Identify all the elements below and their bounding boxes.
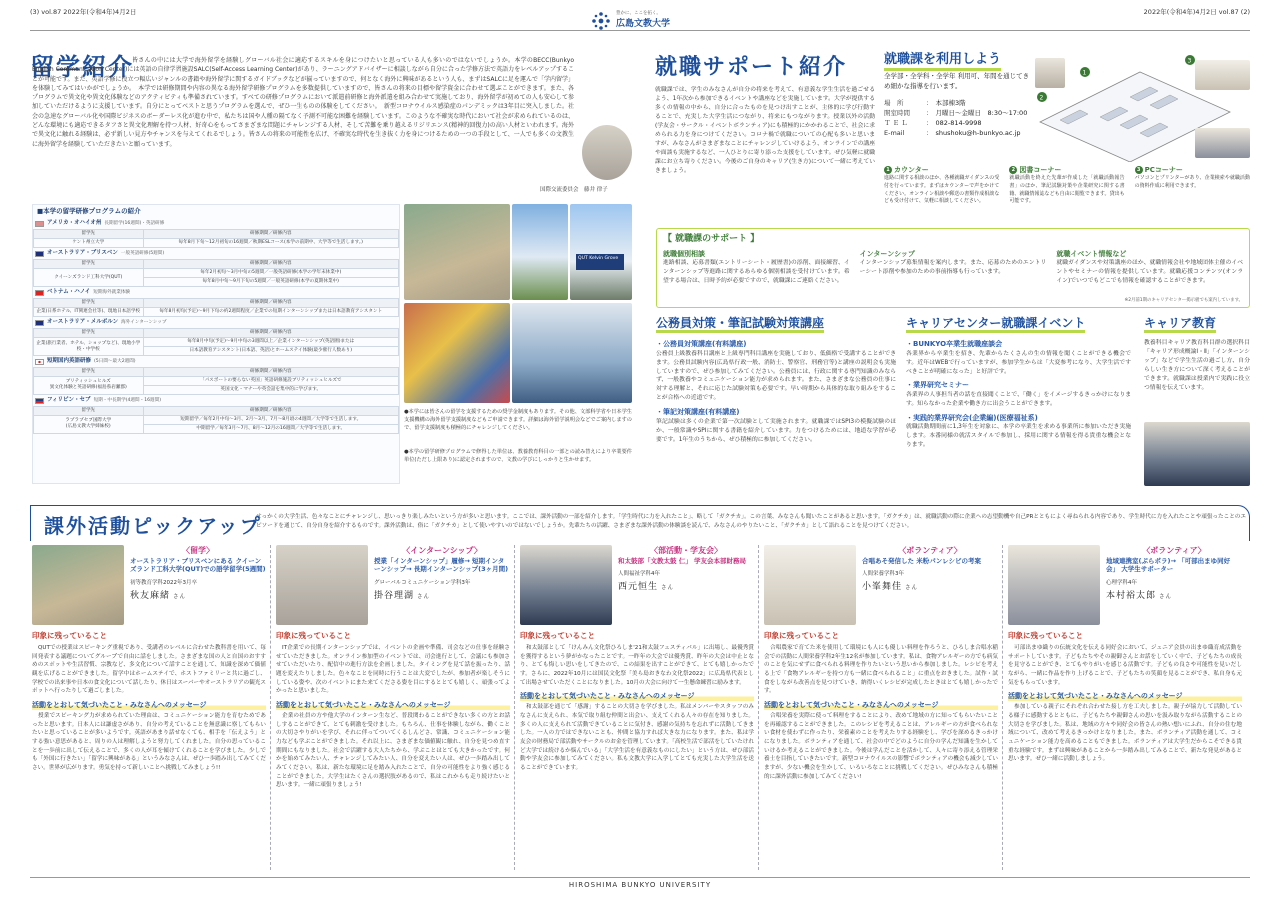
program-table: [33, 229, 399, 248]
impression-label: 印象に残っていること: [764, 631, 839, 640]
support-box: [656, 228, 1250, 308]
card-subtitle: 地域連携室(ぷらボラ)→ 「可部出まゆ同好会」 大学生サポーター: [1106, 556, 1231, 574]
program-place: [34, 269, 144, 287]
program-detail-2: 日本語教育アシスタント(日本語、英語)とホームステイ体験(最少催行人数あり): [143, 347, 399, 356]
support-title: 【 就職課のサポート 】: [663, 234, 760, 244]
card-person: [862, 581, 998, 594]
corner-name: PCコーナー: [1144, 166, 1183, 174]
program-box: [32, 204, 400, 484]
study-abroad-signature: 国際交流委員会 藤井 律子: [540, 187, 608, 193]
table-row: [34, 239, 399, 248]
message-label: 活動をとおして気づいたこと・みなさんへのメッセージ: [520, 691, 754, 701]
credit-caption: ●本学の留学研修プログラムで修得した単位は、教養教育科目の一部との読み替えにより卒業要件単位(ただし上限あり)に認定されますので、文教の学びにしっかりと生かせます。: [404, 449, 632, 464]
dance-group-photo: [404, 303, 510, 403]
table-row: [34, 376, 399, 385]
col-grade: 留学先: [34, 406, 144, 415]
card-tag: 〈インターンシップ〉: [402, 546, 482, 555]
logo-name: 広島文教大学: [616, 18, 671, 29]
flag-icon: [35, 398, 44, 404]
card-message: 授業でスピーキング力が求められていた理由は、コミュニケーション能力を育むためであったと思います。日本人には謙虚さがあり、自分の考えていることを無意識に察してもらいたいと思っていることが多いようです。英語があまり話せなくても、相手を「伝えよう」とする強い意思があると、周りの人は理解しようと努力してくれました。自分の思っていることを一歩前に出して伝えることで、多くの人が耳を傾けてくれることを学びました。少しでも「外国に行きたい」「留学に興味がある」というみなさんは、ぜひ一歩踏み出してみてください。世界が広がります。勇気を持って新しいことへ挑戦してみましょう!!: [32, 712, 266, 771]
office-info-sep: ：: [926, 119, 933, 128]
office-corners: [884, 165, 1250, 206]
university-logo: [590, 10, 670, 32]
table-header-row: [34, 406, 399, 415]
card-divider: [514, 545, 515, 870]
program-place-text: クイーンズランド工科大学(QUT): [54, 274, 123, 280]
activity-cards: [30, 545, 1250, 875]
program-sub: 長期留学(16週間)・英語研修: [104, 221, 165, 227]
activity-card: [520, 545, 754, 875]
program-block: [33, 317, 399, 356]
program-place: [34, 239, 144, 248]
office-info-value: 082-814-9998: [935, 119, 982, 128]
card-person-name: 掛谷理湖: [374, 591, 415, 602]
program-name: フィリピン・セブ: [47, 396, 91, 403]
flag-icon: [35, 320, 44, 326]
corner-name: 図書コーナー: [1019, 166, 1062, 174]
right-issue: 2022年(令和4年)4月2日 vol.87 (2): [1143, 8, 1250, 16]
support-desc: 進路相談、応募書類(エントリーシート・履歴書)の添削、面接練習、インターンシップ等進路に関するあらゆる個別相談を受付けています。希望する場合は、日時予約が必要ですので、就職課にご連絡ください。: [663, 260, 850, 285]
office-info: [884, 98, 1044, 138]
program-header: [33, 356, 399, 367]
card-person-honorific: さん: [1159, 594, 1173, 601]
footer-university: HIROSHIMA BUNKYO UNIVERSITY: [568, 881, 712, 889]
card-impression: 可部出まゆ織りの伝統文化を伝える同好会において、ジュニア会員の出まゆ織育成活動をサポートしています。子どもたちやその親御さんとお話をしていく中で、子どもたちの成長を見守ることができ、とてもやりがいを感じる活動です。子どもの良さや可能性を見いだしながら、一緒に作品を作り上げることで、子どもたちの笑顔を見ることができ、私自身も元気をもらっています。: [1008, 644, 1242, 686]
career-title: 就職サポート紹介: [655, 55, 848, 80]
card-top: [1008, 545, 1242, 625]
staff-photo: [1144, 422, 1250, 486]
card-impression: QUTでの授業はスピーキング重視であり、受講者のレベルに合わせた教科書を用いて、毎回発表する議題についてグループで自由に話をしました。さまざまな国の人と自国のおすすめのスポットや生活習慣、宗教など、多文化について話すことを通して、知識を深めて価値観を広げることができました。留学中はホームステイで、ホストファミリーと共に過ごし、学校での出来事や日本の食文化について話したり、休日はスーパーやオーストラリアの観光スポットへ行ったりして過ごしました。: [32, 644, 266, 695]
program-place-text: ブリティッシュヒルズ: [65, 379, 111, 385]
flag-icon: [35, 359, 44, 365]
use-target: 全学部・全学科・全学年 利用可、年間を通じてきめ細かな指導を行います。: [884, 72, 1030, 90]
col-period: 研修期間／研修内容: [143, 406, 399, 415]
message-label: 活動をとおして気づいたこと・みなさんへのメッセージ: [764, 700, 998, 710]
program-place: [34, 338, 144, 356]
table-row: [34, 308, 399, 317]
career-body: 就職課では、学生のみなさんが自分の将来を考えて、有意義な学生生活を過ごせるよう、1年次から参加できるイベントや講座などを実施しています。大学が提供する多くの情報の中から、自分に合ったものを見つけ出すことが、主体的に学び行動することで、充実した大学生活につながり、将来にもつながります。授業以外の活動(学友会・サークル・イベントボランティア)にも積極的にかかわることで、社会に求められる力を身につけてください。コロナ禍で就職についての心配も多いと思いますが、みなさんがさまざまなことにチャレンジしていけるよう、オンラインでの講座や面談も実施するなど、一人ひとりに寄り添った支援をしています。ぜひ気軽に就職課にお立ち寄りください。今後のご自身のキャリア(生き方)について一緒に考えていきましょう。: [655, 87, 875, 174]
program-place-text: ケント州立大学: [72, 240, 105, 246]
card-head: [862, 545, 998, 625]
impression-label: 印象に残っていること: [276, 631, 351, 640]
support-name: 就職個別相談: [663, 250, 705, 259]
program-block: [33, 287, 399, 317]
card-head: [1106, 545, 1242, 625]
card-person: [618, 581, 754, 594]
event-e3-title: ・実践的業界研究会(企業編)(医療福祉系): [906, 413, 1038, 422]
program-detail: 「パスポートの要らない英国」英語研修施設ブリティッシュヒルズで: [143, 376, 399, 385]
tower-photo: [512, 204, 568, 300]
message-label: 活動をとおして気づいたこと・みなさんへのメッセージ: [1008, 691, 1242, 701]
card-meta: 人間福祉学科4年: [618, 571, 660, 578]
program-name: アメリカ・オハイオ州: [47, 220, 102, 227]
card-tag: 〈留学〉: [182, 546, 214, 555]
card-photo: [520, 545, 612, 625]
library-thumb: [1035, 58, 1065, 88]
table-header-row: [34, 230, 399, 239]
exam-s2-body: 筆記試験は多くの企業で第一次試験として実施されます。就職課ではSPI3の模擬試験のほか、一般常識やSPIに関する書籍を紹介しています。力をつけるためには、地道な学習が必要です。1年生のうちから、ぜひ積極的に参加してください。: [656, 418, 896, 443]
card-subtitle: オーストラリア・ブリスベンにある クイーンズランド工科大学(QUT)での語学留学(5週間): [130, 556, 266, 574]
qut-sign: QUT Kelvin Grove: [576, 254, 624, 270]
program-place-text: ラプラプセブ国際大学: [65, 418, 112, 424]
program-header: [33, 395, 399, 406]
support-name: 就職イベント情報など: [1056, 250, 1127, 259]
exam-title: 公務員対策・筆記試験対策講座: [656, 316, 824, 333]
support-desc: 就職ガイダンスや対策講座のほか、就職情報会社や地域団体主催のイベントやセミナーの情報を提供しています。就職応援コンテンツ(オンライン)でいつでもどこでも情報を確認することができます。: [1056, 260, 1244, 285]
support-note: ※2月前1期のキャリアセンター掲示板でも案内しています。: [1124, 297, 1243, 303]
corner-number: 3: [1135, 166, 1143, 174]
office-info-row: [884, 98, 1044, 108]
program-detail-2: 中期留学／毎年3月〜7月、8月〜12月の16週間／大学等で生活します。: [143, 424, 399, 433]
program-header: [33, 287, 399, 298]
card-meta: 初等教育学科2022年3月卒: [130, 580, 197, 587]
card-subtitle: 授業「インターンシップ」履修→ 短期インターンシップ→ 長期インターンシップ(3ヶ月間): [374, 556, 509, 574]
office-info-value: shushoku@h-bunkyo.ac.jp: [935, 129, 1021, 138]
col-period: 研修期間／研修内容: [143, 260, 399, 269]
corner-desc: パソコンとプリンターがあり、企業検索や就職活動の資料作成に利用できます。: [1134, 175, 1250, 189]
program-box-title: ■本学の留学研修プログラムの紹介: [37, 207, 141, 215]
program-place-text: 企業(日系ホテル、IT関連会社等)、現地日本語学校: [36, 309, 141, 315]
study-abroad-title: 留学紹介: [30, 53, 134, 81]
career-ed-title: キャリア教育: [1144, 316, 1216, 333]
program-sub: (5日間〜最大2週間): [94, 358, 136, 364]
support-title-text: 就職課のサポート: [675, 234, 748, 244]
group-photo: [512, 303, 632, 403]
support-item: [663, 249, 850, 286]
program-name: ベトナム・ハノイ: [47, 289, 91, 296]
corner-name: カウンター: [894, 166, 929, 174]
card-photo: [1008, 545, 1100, 625]
card-person-honorific: さん: [173, 594, 187, 601]
program-block: [33, 395, 399, 434]
activity-card: [764, 545, 998, 875]
card-top: [520, 545, 754, 625]
logo-tagline: 豊かに、ここを拓く。: [616, 11, 661, 17]
program-sub: 短期海外就業体験: [93, 289, 130, 295]
program-detail: 毎年8月中旬(予定)〜9月中旬の3週間以上／企業インターンシップ(英語圏)または: [143, 338, 399, 347]
program-place: [34, 376, 144, 394]
exam-s1-body: 公務員上級教養科目講座と上級専門科目講座を実施しており、低価格で受講することができます。公務員試験内容(広島県行政一般、消防士、警察官、刑務官等)と講座の説明会も実施していますので、ぜひ参加してみてください。公務員には、行政に関する専門知識のみならず、一般教養やコミュニケーション能力が求められます。また、さまざまな公務員の仕事に対する理解と、それに応じた試験対策も必要です。早い時期から具体的な取り組みをすることが合格への近道です。: [656, 350, 896, 402]
card-top: [764, 545, 998, 625]
program-place-text: 企業(旅行業者、ホテル、ショップなど)、現地小学校・中学校: [36, 340, 141, 352]
use-career-office-title: 就職課を利用しよう: [884, 52, 1001, 71]
card-photo: [764, 545, 856, 625]
office-info-key: 開室時間: [884, 109, 910, 118]
card-person-honorific: さん: [417, 594, 431, 601]
program-place: [34, 415, 144, 433]
program-detail: 短期留学／毎年2月中旬〜3月、2月〜3月、7月〜8月頃の4週間／大学等で生活します。: [143, 415, 399, 424]
office-info-sep: ：: [926, 99, 933, 107]
table-header-row: [34, 329, 399, 338]
author-portrait: [582, 125, 632, 180]
office-info-row: [884, 108, 1044, 118]
col-period: 研修期間／研修内容: [143, 299, 399, 308]
card-person-honorific: さん: [905, 585, 919, 592]
card-person-name: 西元恒生: [618, 582, 659, 593]
message-label: 活動をとおして気づいたこと・みなさんへのメッセージ: [276, 700, 510, 710]
card-meta: グローバルコミュニケーション学科3年: [374, 580, 471, 587]
col-period: 研修期間／研修内容: [143, 230, 399, 239]
office-info-sep: ：: [926, 129, 933, 138]
qut-sign-photo: [570, 204, 632, 300]
activity-card: [276, 545, 510, 875]
table-row: [34, 415, 399, 424]
left-issue: (3) vol.87 2022年(令和4年)4月2日: [30, 8, 137, 16]
university-crest-icon: [590, 10, 612, 32]
svg-text:2: 2: [1039, 94, 1044, 102]
col-grade: 留学先: [34, 367, 144, 376]
study-abroad-body: 皆さんの中には大学で海外留学を経験しグローバル社会に適応するスキルを身につけたいと思っている人も多いのではないでしょうか。本学のBECC(Bunkyo English Communication Center)には英語の自律学習施設SALC(Self-Access Learning Center)があり、ラーニングアドバイザーに相談しながら自分に合った学修方法で英語力をレベルアップすることが可能です。また、英語学修に役立つ幅広いジャンルの書籍や海外留学に関するガイドブックなどが揃っていますので、何となく海外に興味があるという人も、まずはSALCに足を運んで「学内留学」を体験してみてはいかがでしょうか。 本学では研修期間や内容の異なる海外留学研修プログラムを多数提供していますので、皆さんの将来の目標や留学資金に合わせて選ぶことができます。また、各プログラムで異文化や異文化体験などのアクティビティも準備されています。すべての研修プログラムにおいて派遣前研修と海外派遣を組み合わせて実施しており、海外留学が初めての人も安心して参加していただけるように支援しています。自分にとってベストと思うプログラムを選んで、ぜひ一生ものの体験をしてください。 新型コロナウイルス感染症のパンデミックは3年目に突入しました。社会の急速なグローバル化や国際ビジネスのボーダーレス化が進む中で、私たちは国や人種の隔てなく予測不可能な困難を経験しています。このような不確実な時代において社会が求められているのは、どんな環境にも適応できるタフさと異文化理解を持つ人材、好奇心をもってさまざまな問題にチャレンジする人材、そして苦難を乗り越えるリジリエンス(精神的回復力)の高い人材といわれます。海外で異文化に触れる経験は、必ず新しい見方やチャンスを与えてくれるでしょう。皆さんの将来の可能性を広げ、不確実な時代を生き抜く力を身につけるための一つの手段として、一人でも多くの文教生に海外留学を経験していただきたいと願っています。: [32, 57, 574, 148]
program-detail-2: 毎年8月中旬〜9月下旬の5週間／一般英語研修(本学の夏期休業中): [143, 278, 399, 287]
support-list: [663, 249, 1243, 286]
program-block: [33, 248, 399, 287]
card-photo: [32, 545, 124, 625]
card-person-name: 秋友麻緒: [130, 591, 171, 602]
header-rule: [30, 30, 1250, 31]
table-header-row: [34, 260, 399, 269]
office-corner: [1135, 165, 1250, 206]
program-table: [33, 298, 399, 317]
office-info-key: E-mail: [884, 129, 905, 138]
pc-thumb: [1195, 60, 1250, 90]
card-top: [32, 545, 266, 625]
support-desc: インターンシップ募集情報を案内します。また、応募のためのエントリーシート添削や参加のための事前指導も行っています。: [859, 260, 1047, 276]
card-message: 合唱栄養を実際に使って料理をすることにより、改めて地域の方に知ってもらいたいことを再確認することができました。このレシピを考えることは、アレルギーの方が食べられない食材を使わずに作ったり、栄養素のことを考えたりする経験をし、学びを深めるきっかけになりました。ボランティアを通して、社会の中でどのように自分の学んだ知識を生かしていけるか考えることができました。今後は学んだことを活かして、人々に寄り添える管理栄養士を目指していきたいです。新型コロナウイルスの影響でボランティアの機会も減少していますが、少ない機会を生かして、いろいろなことに挑戦してください。ぜひみなさんも積極的に課外活動に参加してみてください!: [764, 712, 998, 780]
program-table: [33, 328, 399, 356]
col-grade: 留学先: [34, 260, 144, 269]
svg-text:1: 1: [1082, 69, 1087, 77]
card-top: [276, 545, 510, 625]
program-header: [33, 317, 399, 328]
program-table: [33, 367, 399, 395]
card-person: [374, 590, 510, 603]
flag-icon: [35, 251, 44, 257]
corner-header: [1135, 165, 1250, 175]
corner-desc: 就職活動を終えた先輩が作成した「就職活動報告書」のほか、筆記試験対策や企業研究に関する書籍、就職情報誌なども自由に閲覧できます。貸出も可能です。: [1009, 175, 1125, 205]
extra-intro: せっかくの大学生活、色々なことにチャレンジし、思いっきり楽しみたいという方が多いと思います。ここでは、課外活動の一部を紹介します。「学生時代に力を入れたこと」、略して「ガクチカ」。この言葉、みなさんも聞いたことがあると思います。「ガクチカ」は、就職活動の際に企業への志望動機や自己PRとともによく尋ねられる内容であり、学生時代に力を入れたことや頑張ったことのエピソードを通じて、自分自身を紹介するものです。課外活動は、俗に「ガクチカ」として使いやすいのではないでしょうか。先輩たちの活躍、さまざまな課外活動の体験談を読んで、みなさんのやりたいこと、「ガクチカ」として語れることを見つけてください。: [256, 514, 1246, 529]
program-place-text-2: 異文化体験と英語研修(福島県岩瀬郡): [49, 385, 127, 391]
card-person-name: 本村裕太郎: [1106, 591, 1157, 602]
program-sub: 海外インターンシップ: [121, 319, 167, 325]
activity-card: [32, 545, 266, 875]
table-header-row: [34, 299, 399, 308]
program-detail: 毎年8月初旬(予定)〜9月下旬の約2週間程度／企業での短期インターンシップまたは日本語教育アシスタント: [143, 308, 399, 317]
support-item: [860, 249, 1047, 286]
career-ed-body: 教養科目キャリア教育科目群の選択科目「キャリア形成概論Ⅰ・Ⅱ」「インターンシップ」などで学生生活の過ごし方、自分らしい生き方について深く考えることができます。就職課は授業内で実践に役立つ情報を伝えています。: [1144, 340, 1250, 392]
program-place: [34, 308, 144, 317]
office-info-row: [884, 128, 1044, 138]
impression-label: 印象に残っていること: [1008, 631, 1083, 640]
footer-rule: [30, 877, 1250, 878]
card-head: [618, 545, 754, 625]
flag-icon: [35, 290, 44, 296]
program-detail: 毎年2月初旬〜3月中旬の5週間／一般英語研修(本学の学年末休業中): [143, 269, 399, 278]
card-meta: 人間栄養学科3年: [862, 571, 904, 578]
corner-number: 2: [1009, 166, 1017, 174]
impression-label: 印象に残っていること: [520, 631, 595, 640]
campus-photo: [404, 204, 510, 300]
card-tag: 〈ボランティア〉: [1142, 546, 1206, 555]
impression-label: 印象に残っていること: [32, 631, 107, 640]
table-row: [34, 338, 399, 347]
event-e1-body: 各業界から卒業生を招き、先輩からたくさんの生の情報を聞くことができる機会です。近年はWEBで行っていますが、参加学生からは「大変参考になり、大学生活ですべきことが明確になった」と好評です。: [906, 350, 1131, 375]
col-grade: 留学先: [34, 329, 144, 338]
card-person: [1106, 590, 1242, 603]
corner-desc: 進路に関する相談のほか、各種就職ガイダンスの受付を行っています。まずはカウンターで声をかけてください。オンライン相談や郵送の書類作成相談なども受け付けて、気軽に相談してください。: [884, 175, 1000, 205]
event-e1-title: ・BUNKYO卒業生就職座談会: [906, 340, 1003, 349]
card-tag: 〈ボランティア〉: [898, 546, 962, 555]
corner-header: [884, 165, 999, 175]
card-impression: IT企業での長期インターンシップでは、イベントの企画や準備、司会などの仕事を経験させていただきました。オンライン参加型のイベントでは、司会進行として、会議にも参加させていただいたり、配信中の進行方法を企画しました。タイミングを見て話を振ったり、話題を変えたりしました。色々なことを同時に行うことは大変でしたが、参加者が楽しそうにしている姿や、次のイベントにまた来てくださる姿を目にするととても嬉しく、頑張ってよかったと思いました。: [276, 644, 510, 695]
flag-icon: [35, 221, 44, 227]
card-impression: 和太鼓部として「けんみん文化祭ひろしま'21和太鼓フェスティバル」に出場し、最優秀賞を獲得するという夢がかなったことです。一昨年の大会では優秀賞、昨年の大会は中止となり、とても悔しい思いをしてきたので、この結果を出すことができて、とても嬉しかったです。さらに、2022年10月には国民文化祭「美ら島おきなわ文化祭2022」に広島県代表として出場させていただくことになりました。10月の大会に向けて一生懸命練習に励みます。: [520, 644, 754, 686]
program-place-text-2: (広島文教大学姉妹校): [65, 424, 111, 430]
event-title: キャリアセンター就職課イベント: [906, 316, 1085, 333]
col-grade: 留学先: [34, 299, 144, 308]
exam-s2-title: ・筆記対策講座(有料講座): [656, 408, 740, 417]
extra-title: 課外活動ピックアップ: [44, 512, 268, 541]
office-info-key: 場 所: [884, 99, 904, 107]
col-period: 研修期間／研修内容: [143, 329, 399, 338]
exam-s1-title: ・公務員対策講座(有料講座): [656, 340, 747, 349]
program-header: [33, 248, 399, 259]
support-name: インターンシップ: [859, 250, 915, 259]
program-sub: 短期・中長期学(4週間・16週間): [93, 397, 162, 403]
card-message: 和太鼓部を通じて「感謝」することの大切さを学びました。私はメンバーやスタッフのみなさんに支えられ、本気で取り組む仲間と出会い、支えてくれる人々の存在を知りました。多くの人に支えられて活動できていることに気付き、感謝の気持ちを忘れずに活動してきました。一人の力ではできないことも、仲間と協力すれば大きな力になります。また、私は学友会の財務局で部活動やサークルのお金を管理しています。「高校生活で部活をしていたけれど大学では続けるか悩んでいる」「大学生活を有意義なものにしたい」という方は、ぜひ部活動や学友会に参加してみてください。私も文教大学に入学してとても充実した大学生活を送ることができています。: [520, 704, 754, 771]
program-name: オーストラリア・メルボルン: [47, 319, 119, 326]
card-subtitle: 合唱あそ発信した 米粉パンレシピの考案: [862, 556, 981, 565]
office-info-value: 本部棟3階: [935, 99, 966, 107]
activity-card: [1008, 545, 1242, 875]
card-person-name: 小峯舞佳: [862, 582, 903, 593]
office-corner: [1009, 165, 1124, 206]
card-head: [130, 545, 266, 625]
program-table: [33, 259, 399, 287]
message-label: 活動をとおして気づいたこと・みなさんへのメッセージ: [32, 700, 266, 710]
office-info-value: 月曜日〜金曜日 8:30〜17:00: [935, 109, 1028, 118]
card-photo: [276, 545, 368, 625]
office-info-sep: ：: [926, 109, 933, 118]
scholarship-caption: ●本学には皆さんの留学を支援するための奨学金制度もあります。その他、文部科学省や日本学生支援機構の海外留学支援制度などもご申請できます。詳細は海外留学説明会などでご案内しますので、留学支援制度も積極的にチャレンジしてください。: [404, 409, 632, 432]
program-detail-2: 英国文化・マナーや英会話を集中的に学びます。: [143, 385, 399, 394]
event-e2-title: ・業界研究セミナー: [906, 381, 969, 390]
program-table: [33, 406, 399, 434]
corner-number: 1: [884, 166, 892, 174]
card-message: 参加している親子にそれぞれ合わせた接し方を工夫しました。親子が協力して活動している様子に感動するとともに、子どもたちや親御さんの思いを汲み取りながら活動することの大切さを学びました。私は、地域の方々や同好会の皆さんの熱い想いにふれ、自分の住む地域について、改めて考えるきっかけとなりました。また、ボランティア活動を通して、コミュニケーション能力を高めることもできました。ボランティアは大学生だからこそできる貴重な経験です。まずは興味があることから一歩踏み出してみることで、新たな発見があると思います。ぜひ一緒に活動しましょう。: [1008, 704, 1242, 763]
col-period: 研修期間／研修内容: [143, 367, 399, 376]
card-head: [374, 545, 510, 625]
support-item: [1056, 249, 1243, 286]
program-name: 短期国内英語研修: [47, 357, 92, 364]
program-block: [33, 218, 399, 248]
event-e2-body: 各業界の人事担当者の話を直接聞くことで、「働く」をイメージするきっかけになります。知らなかった企業や働き方に出会うことができます。: [906, 391, 1131, 407]
office-info-key: Ｔ Ｅ Ｌ: [884, 119, 908, 128]
corner-header: [1009, 165, 1124, 175]
program-name: オーストラリア・ブリスベン: [47, 250, 118, 257]
card-divider: [1002, 545, 1003, 870]
program-detail: 毎年8月下旬〜12月初旬の16週間／秋期ESLコース(本学の前期中、大学等で生活します。): [143, 239, 399, 248]
col-grade: 留学先: [34, 230, 144, 239]
card-tag: 〈部活動・学友会〉: [650, 546, 722, 555]
card-meta: 心理学科4年: [1106, 580, 1137, 587]
card-person: [130, 590, 266, 603]
card-divider: [758, 545, 759, 870]
table-row: [34, 269, 399, 278]
program-list: [33, 218, 399, 433]
counter-thumb: [1195, 128, 1250, 158]
card-message: 企業の社員の方や他大学のインターン生など、普段関わることができない多くの方とお話しすることができて、とても刺激を受けました。もちろん、仕事を体験しながら、働くことの大切さやりがいを学び、それに伴ってついてくるしんどさ、常識、コミュニケーション能力なども学ぶことができました。それ以上に、さまざまな価値観に触れ、自分を見つめ直す期間にもなりました。社会で活躍する大人たちから、学ぶことはとても大きかったです。何かを始めてみたい人、チャレンジしてみたい人、自分を変えたい人は、ぜひ一歩踏み出してみてください。私は、新たな環境に足を踏み入れたことで、自分の可能性をより強く感じることができました。大学生はたくさんの選択肢があるので、私はこれからも走り続けたいと思います。一緒に頑張りましょう!: [276, 712, 510, 789]
svg-text:3: 3: [1187, 57, 1192, 65]
card-person-honorific: さん: [661, 585, 675, 592]
program-block: [33, 356, 399, 395]
card-subtitle: 和太鼓部「文教太鼓 仁」 学友会本部財務局: [618, 556, 747, 565]
office-info-row: [884, 118, 1044, 128]
card-divider: [270, 545, 271, 870]
event-e3-body: 就職活動期間前に1,3年生を対象に、本学の卒業生を求める事業所に参加いただき実施します。本番同様の就活スタイルで参加し、採用に関する情報を得る貴重な機会となります。: [906, 423, 1131, 448]
program-header: [33, 218, 399, 229]
card-impression: 合唱農家で育てた米を使用して環境にも人にも優しい料理を作ろうと、ひろしま合唱水稲会での活動に人間栄養学科2年生12名が参加しています。私は、食物アレルギーの方でも病気のことを気にせずに食べられる料理を作りたいという思いから参加しました。レシピを考える上で「食物アレルギーを持つ方も一緒に食べられること」に重点をおきました。試作・試食をしながら改善点を見つけていき、納得いくレシピが完成したときはとても嬉しかったです。: [764, 644, 998, 695]
program-sub: 一般英語研修(5週間): [120, 250, 165, 256]
office-corner: [884, 165, 999, 206]
table-header-row: [34, 367, 399, 376]
